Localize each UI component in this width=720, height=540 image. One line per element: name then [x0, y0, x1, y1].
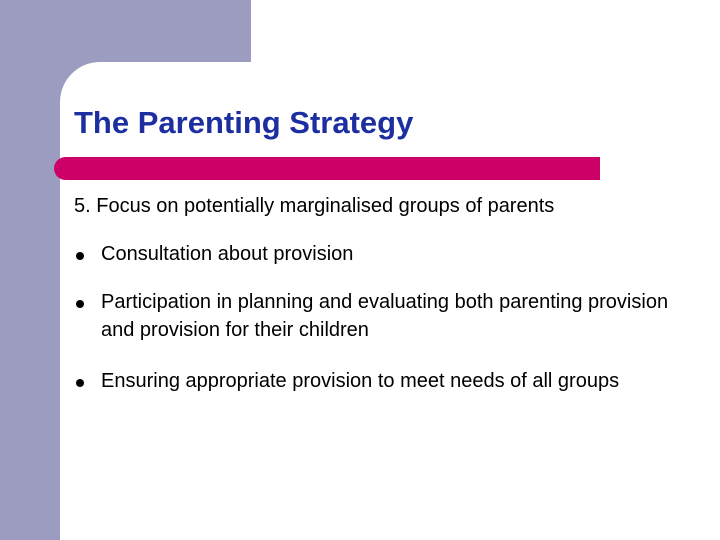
bullet-dot-icon	[76, 300, 84, 308]
bullet-text: Consultation about provision	[101, 243, 354, 265]
bullet-text: Participation in planning and evaluating both parenting provision and provision for their children	[101, 291, 669, 341]
title-accent-bar	[54, 157, 600, 180]
bullet-item	[74, 240, 694, 268]
slide-title: The Parenting Strategy	[74, 105, 414, 140]
point-heading: 5. Focus on potentially marginalised groups of parents	[74, 195, 555, 217]
bullet-item	[74, 367, 694, 395]
bullet-dot-icon	[76, 379, 84, 387]
bullet-dot-icon	[76, 252, 84, 260]
bullet-item	[74, 288, 694, 344]
bullet-text: Ensuring appropriate provision to meet needs of all groups	[101, 370, 620, 392]
